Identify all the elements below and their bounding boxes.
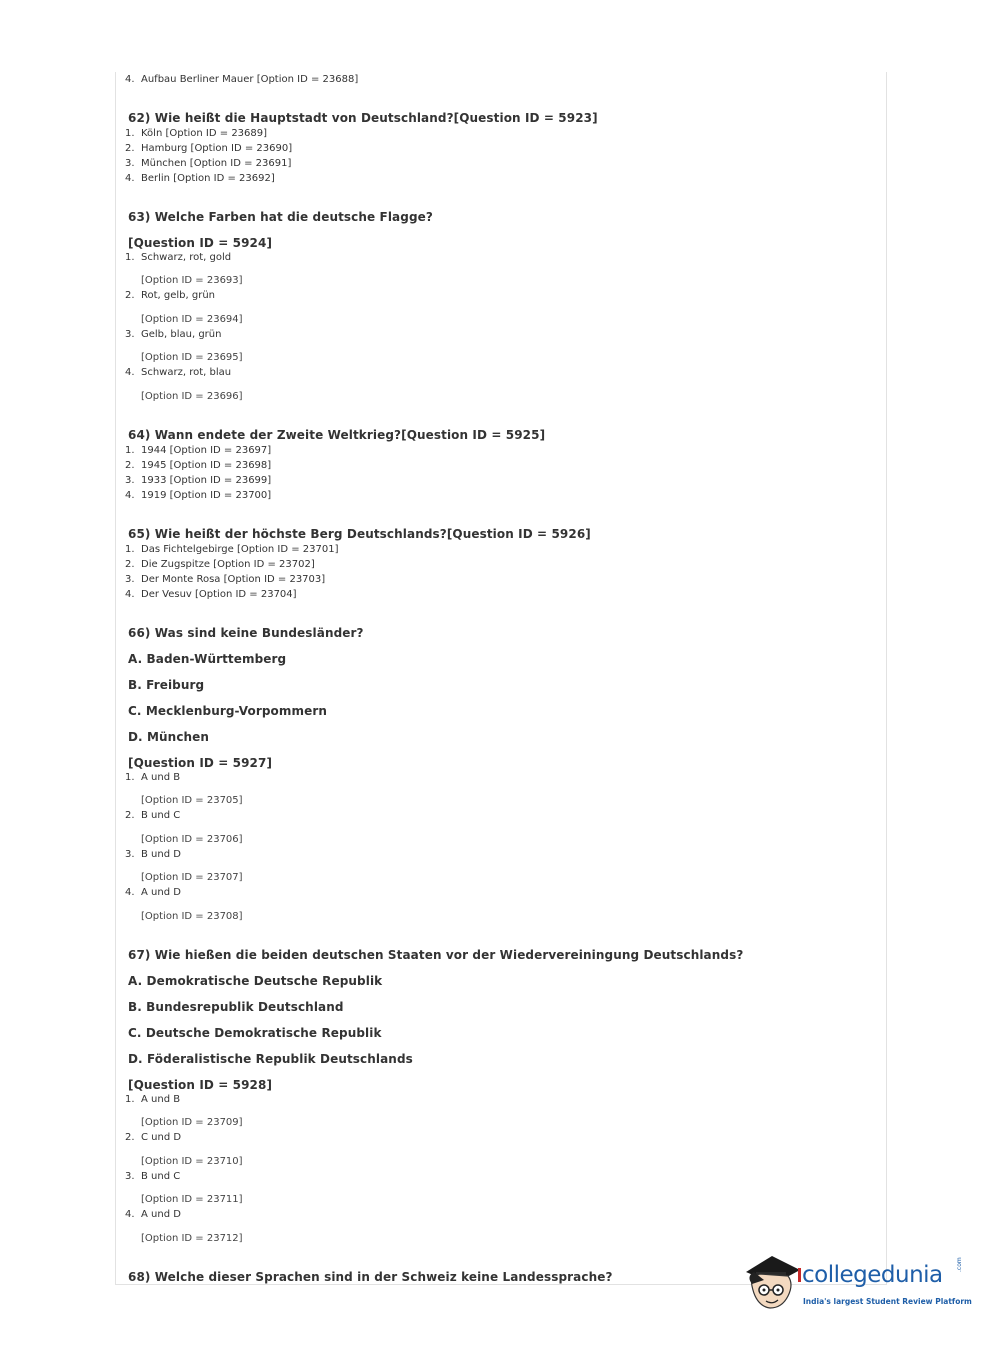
option-item: [125, 290, 215, 301]
option-item: [125, 252, 231, 263]
option-item: [125, 589, 297, 600]
option-item: [125, 367, 231, 378]
option-item: [125, 772, 180, 783]
option-text: B und D: [141, 849, 181, 860]
option-text: Berlin [Option ID = 23692]: [141, 173, 275, 184]
option-text: Der Vesuv [Option ID = 23704]: [141, 589, 297, 600]
option-text: Das Fichtelgebirge [Option ID = 23701]: [141, 544, 339, 555]
question-line: C. Deutsche Demokratische Republik: [128, 1026, 382, 1040]
question-line: [Question ID = 5927]: [128, 756, 273, 770]
question-line: A. Baden-Württemberg: [128, 652, 287, 666]
question-line: B. Bundesrepublik Deutschland: [128, 1000, 344, 1014]
option-number: 2.: [125, 810, 135, 821]
option-id: [Option ID = 23709]: [141, 1117, 243, 1128]
option-item: [125, 810, 180, 821]
option-number: 3.: [125, 574, 135, 585]
option-text: Gelb, blau, grün: [141, 329, 222, 340]
option-id: [Option ID = 23695]: [141, 352, 243, 363]
option-item: [125, 1209, 181, 1220]
question-line: [Question ID = 5928]: [128, 1078, 273, 1092]
option-text: Rot, gelb, grün: [141, 290, 216, 301]
option-number: 1.: [125, 128, 135, 139]
option-id: [Option ID = 23712]: [141, 1233, 243, 1244]
option-id: [Option ID = 23696]: [141, 391, 243, 402]
question-line: [Question ID = 5924]: [128, 236, 273, 250]
option-number: 1.: [125, 1094, 135, 1105]
option-item: [125, 849, 181, 860]
option-item: [125, 574, 325, 585]
brand-tagline: India's largest Student Review Platform: [803, 1297, 972, 1306]
question-line: C. Mecklenburg-Vorpommern: [128, 704, 327, 718]
option-item: [125, 1094, 180, 1105]
option-item: [125, 460, 271, 471]
option-text: A und B: [141, 1094, 181, 1105]
option-item: [125, 445, 271, 456]
option-number: 4.: [125, 887, 135, 898]
question-line: D. München: [128, 730, 210, 744]
option-number: 1.: [125, 252, 135, 263]
option-number: 2.: [125, 143, 135, 154]
option-number: 1.: [125, 544, 135, 555]
option-text: Die Zugspitze [Option ID = 23702]: [141, 559, 315, 570]
option-item: [125, 128, 267, 139]
option-text: Aufbau Berliner Mauer [Option ID = 23688]: [141, 74, 359, 85]
option-id: [Option ID = 23708]: [141, 911, 243, 922]
brand-name: collegedunia: [802, 1262, 943, 1288]
option-id: [Option ID = 23707]: [141, 872, 243, 883]
option-text: Schwarz, rot, gold: [141, 252, 232, 263]
question-line: 62) Wie heißt die Hauptstadt von Deutschland?[Question ID = 5923]: [128, 111, 598, 125]
option-item: [125, 887, 181, 898]
question-line: 68) Welche dieser Sprachen sind in der Schweiz keine Landessprache?: [128, 1270, 613, 1284]
option-number: 4.: [125, 367, 135, 378]
option-item: [125, 1132, 181, 1143]
option-text: 1945 [Option ID = 23698]: [141, 460, 272, 471]
option-text: Köln [Option ID = 23689]: [141, 128, 268, 139]
option-number: 3.: [125, 475, 135, 486]
option-item: [125, 329, 221, 340]
option-text: 1919 [Option ID = 23700]: [141, 490, 272, 501]
option-item: [125, 490, 271, 501]
option-number: 4.: [125, 589, 135, 600]
question-line: 66) Was sind keine Bundesländer?: [128, 626, 364, 640]
option-text: A und B: [141, 772, 181, 783]
option-id: [Option ID = 23711]: [141, 1194, 243, 1205]
question-line: 65) Wie heißt der höchste Berg Deutschlands?[Question ID = 5926]: [128, 527, 591, 541]
option-number: 4.: [125, 1209, 135, 1220]
option-item: [125, 475, 271, 486]
option-number: 2.: [125, 290, 135, 301]
option-number: 3.: [125, 158, 135, 169]
option-number: 2.: [125, 559, 135, 570]
option-item: [125, 559, 315, 570]
question-line: D. Föderalistische Republik Deutschlands: [128, 1052, 413, 1066]
option-item: [125, 544, 339, 555]
option-number: 4.: [125, 74, 135, 85]
option-id: [Option ID = 23705]: [141, 795, 243, 806]
option-number: 3.: [125, 329, 135, 340]
option-id: [Option ID = 23710]: [141, 1156, 243, 1167]
question-line: A. Demokratische Deutsche Republik: [128, 974, 383, 988]
option-item: [125, 143, 292, 154]
option-item: [125, 1171, 180, 1182]
option-item: [125, 173, 275, 184]
option-number: 3.: [125, 849, 135, 860]
option-text: A und D: [141, 1209, 181, 1220]
question-line: 64) Wann endete der Zweite Weltkrieg?[Question ID = 5925]: [128, 428, 546, 442]
option-number: 1.: [125, 772, 135, 783]
option-text: B und C: [141, 1171, 181, 1182]
option-item: [125, 158, 291, 169]
option-number: 2.: [125, 460, 135, 471]
option-text: A und D: [141, 887, 181, 898]
option-number: 3.: [125, 1171, 135, 1182]
option-text: Schwarz, rot, blau: [141, 367, 232, 378]
option-number: 1.: [125, 445, 135, 456]
brand-domain: .com: [956, 1257, 963, 1272]
option-text: Hamburg [Option ID = 23690]: [141, 143, 293, 154]
option-text: München [Option ID = 23691]: [141, 158, 292, 169]
option-text: 1933 [Option ID = 23699]: [141, 475, 272, 486]
option-number: 4.: [125, 490, 135, 501]
collegedunia-logo: [742, 1250, 972, 1316]
mascot-icon: [742, 1250, 804, 1316]
option-text: B und C: [141, 810, 181, 821]
option-text: C und D: [141, 1132, 182, 1143]
option-id: [Option ID = 23693]: [141, 275, 243, 286]
option-item: [125, 74, 358, 85]
option-text: 1944 [Option ID = 23697]: [141, 445, 272, 456]
option-number: 4.: [125, 173, 135, 184]
option-id: [Option ID = 23706]: [141, 834, 243, 845]
option-number: 2.: [125, 1132, 135, 1143]
option-text: Der Monte Rosa [Option ID = 23703]: [141, 574, 326, 585]
question-line: B. Freiburg: [128, 678, 205, 692]
question-line: 63) Welche Farben hat die deutsche Flagge?: [128, 210, 433, 224]
option-id: [Option ID = 23694]: [141, 314, 243, 325]
question-line: 67) Wie hießen die beiden deutschen Staaten vor der Wiedervereiningung Deutschlands?: [128, 948, 744, 962]
